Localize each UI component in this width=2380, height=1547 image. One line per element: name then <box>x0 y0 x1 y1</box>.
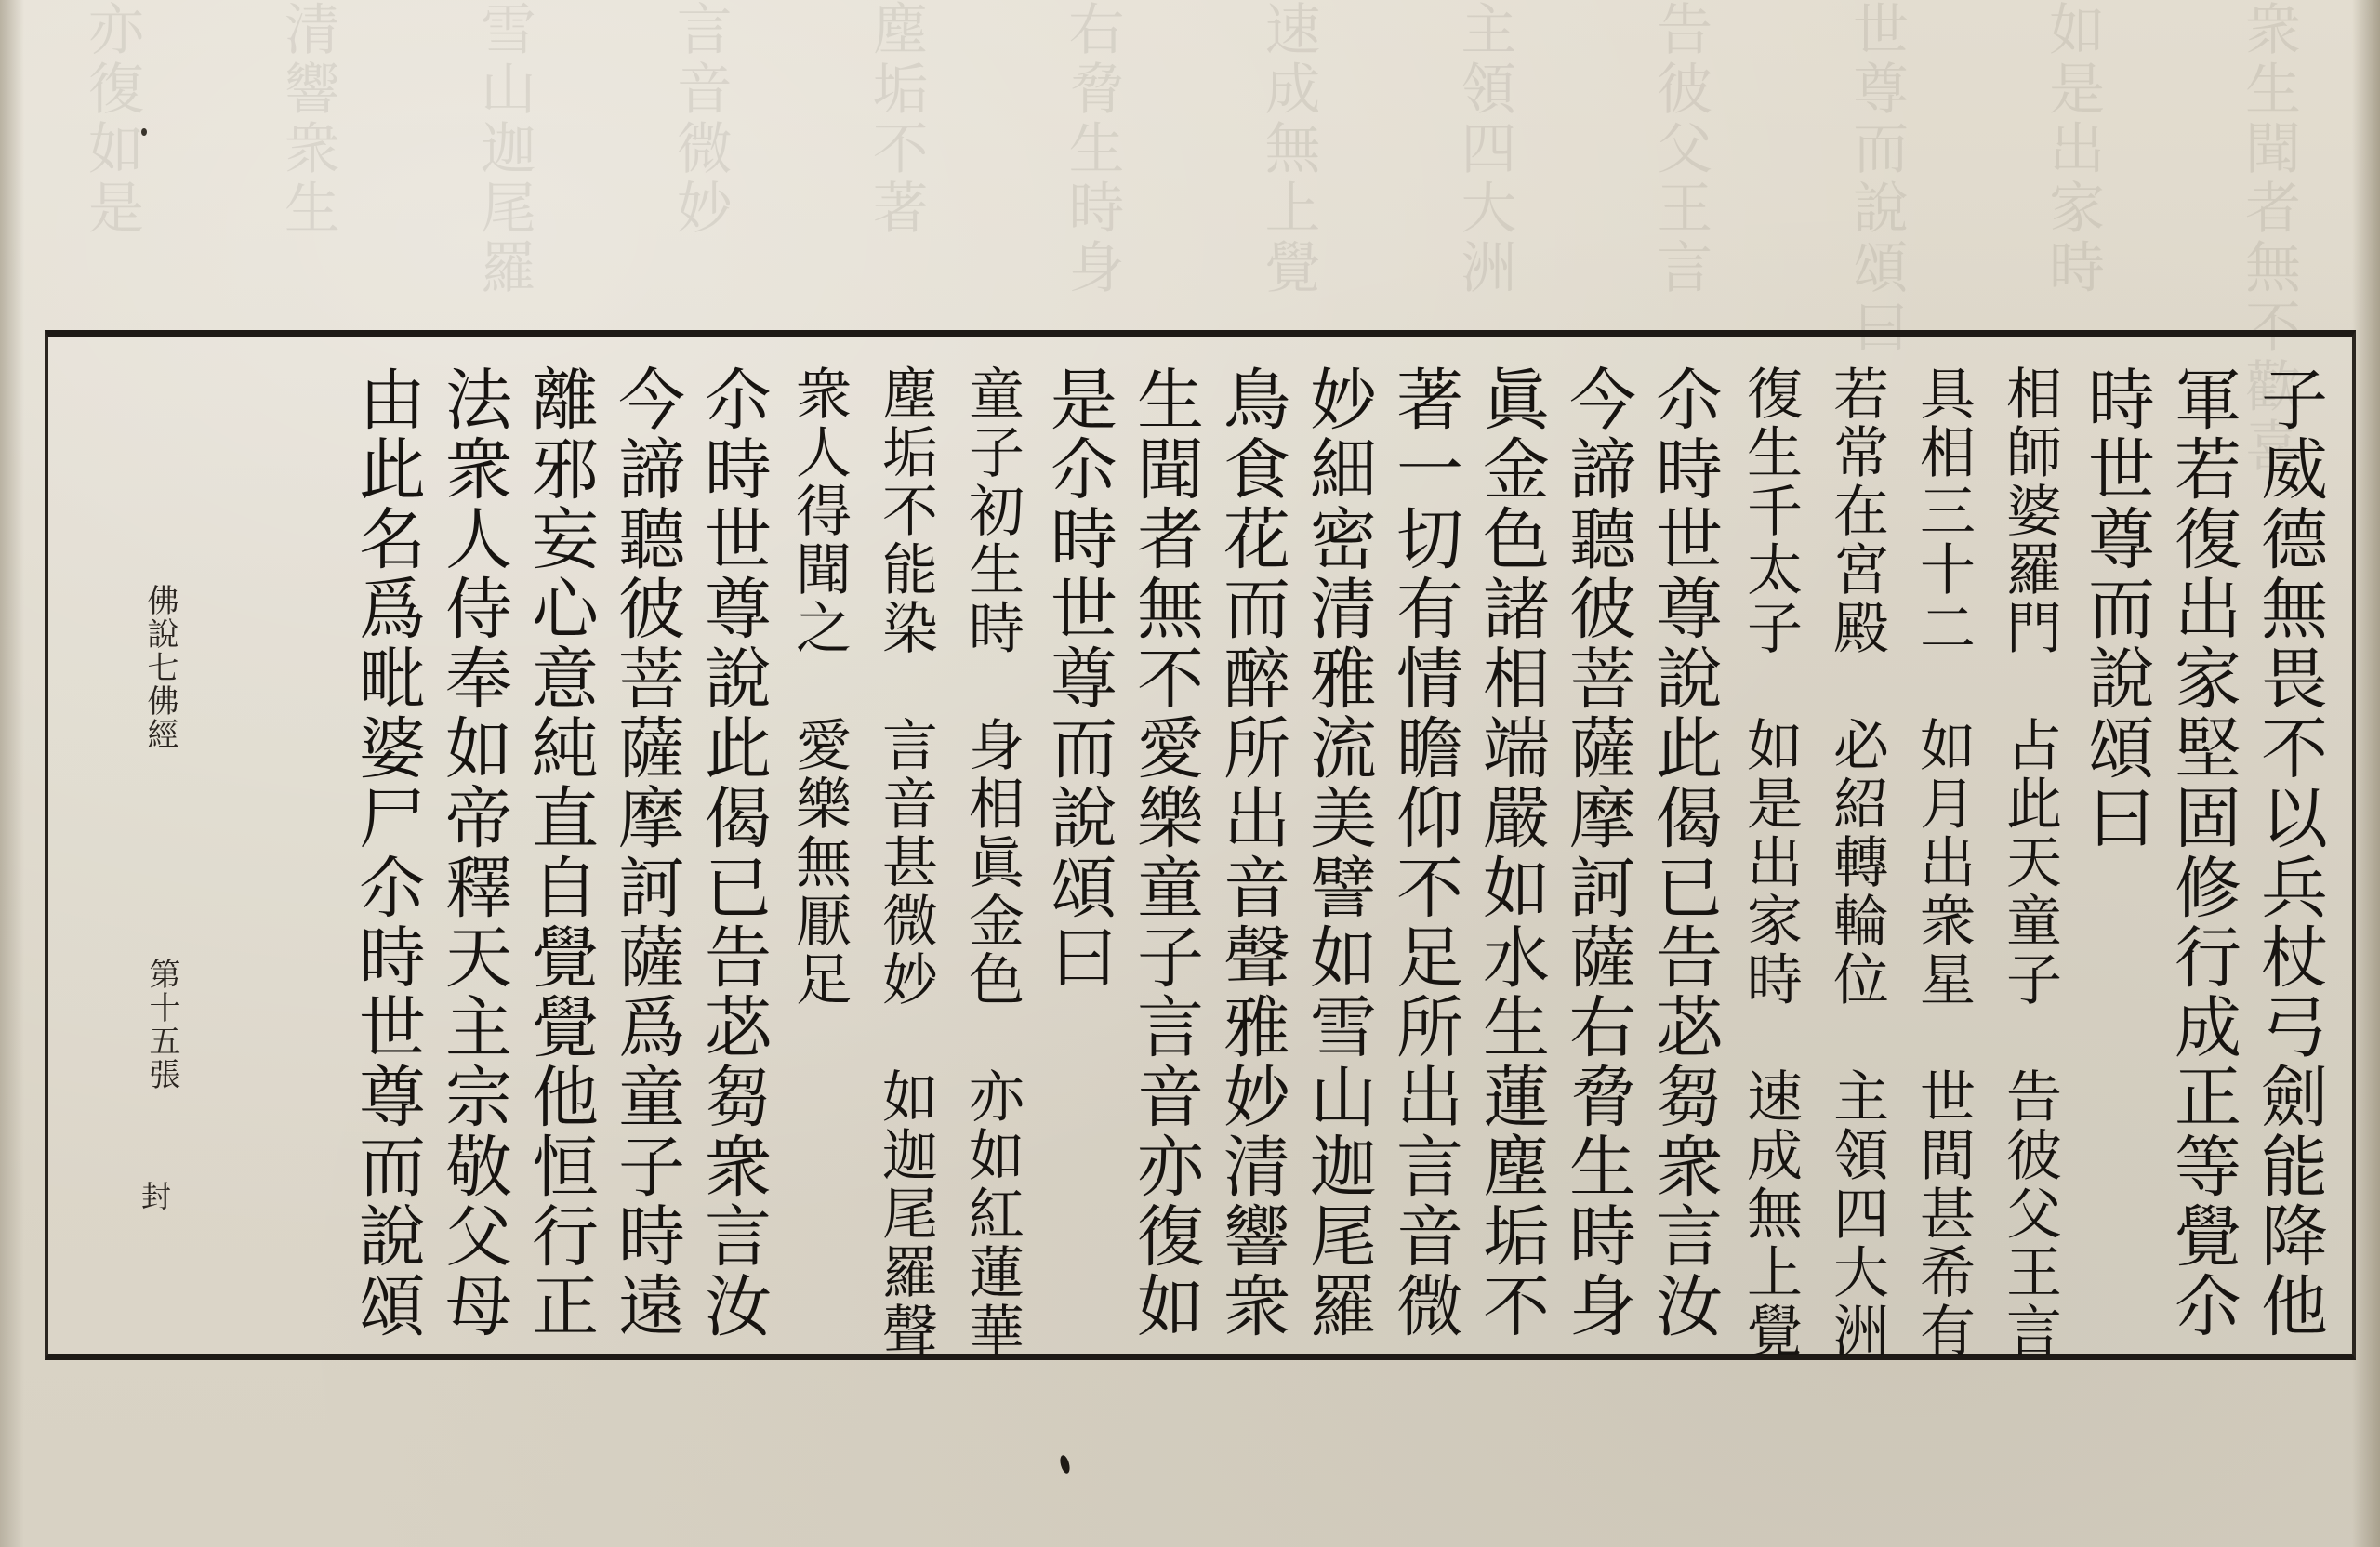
book-gutter-shadow <box>0 0 24 1547</box>
bleed-through-area <box>79 0 2301 476</box>
text-column: 是尒時世尊而說頌曰 <box>1039 364 1117 992</box>
verse-column: 相師婆羅門 占此天童子 告彼父王言 <box>1997 364 2062 1360</box>
bleed-through-column: 衆生聞者無不歡喜 <box>2235 0 2301 476</box>
margin-mark: 封 <box>141 1179 172 1214</box>
ink-speck <box>1059 1454 1072 1474</box>
text-column: 由此名爲毗婆尸尒時世尊而說頌 <box>348 364 426 1341</box>
text-column: 法衆人侍奉如帝釋天主宗敬父母 <box>434 364 512 1341</box>
text-column: 著一切有情瞻仰不足所出言音微 <box>1385 364 1463 1341</box>
text-column: 今諦聽彼菩薩摩訶薩爲童子時遠 <box>607 364 685 1341</box>
text-column: 妙細密清雅流美譬如雪山迦尾羅 <box>1299 364 1377 1341</box>
text-column: 鳥食花而醉所出音聲雅妙清響衆 <box>1212 364 1290 1341</box>
margin-book-title: 佛說七佛經 <box>141 584 178 751</box>
bleed-through-column: 世尊而說頌曰 <box>1844 0 1910 357</box>
bleed-through-column: 清響衆生 <box>274 0 340 238</box>
text-column: 尒時世尊說此偈已告苾芻衆言汝 <box>1645 364 1723 1341</box>
text-column: 眞金色諸相端嚴如水生蓮塵垢不 <box>1472 364 1550 1341</box>
text-column: 尒時世尊說此偈已告苾芻衆言汝 <box>694 364 772 1341</box>
verse-column: 復生千太子 如是出家時 速成無上覺 <box>1738 364 1803 1360</box>
printed-text-frame <box>45 330 2356 1360</box>
verse-column: 塵垢不能染 言音甚微妙 如迦尾羅聲 <box>873 364 938 1360</box>
page-edge-shadow <box>2352 0 2380 1547</box>
bleed-through-column: 雪山迦尾羅 <box>470 0 536 298</box>
text-column: 今諦聽彼菩薩摩訶薩右脅生時身 <box>1558 364 1636 1341</box>
text-column: 子威德無畏不以兵杖弓劍能降他 <box>2250 364 2328 1341</box>
text-column: 生聞者無不愛樂童子言音亦復如 <box>1126 364 1204 1341</box>
bleed-through-column: 亦復如是 <box>79 0 144 238</box>
bleed-through-column: 言音微妙 <box>667 0 733 238</box>
bleed-through-column: 塵垢不著 <box>863 0 929 238</box>
bleed-through-column: 速成無上覺 <box>1255 0 1321 298</box>
verse-column: 具相三十二 如月出衆星 世間甚希有 <box>1911 364 1976 1360</box>
text-column: 軍若復出家堅固修行成正等覺尒 <box>2163 364 2241 1341</box>
margin-page-number: 第十五張 <box>143 958 180 1091</box>
bleed-through-column: 主領四大洲 <box>1451 0 1517 298</box>
verse-column: 童子初生時 身相眞金色 亦如紅蓮華 <box>959 364 1025 1360</box>
text-column: 時世尊而說頌曰 <box>2077 364 2155 853</box>
verse-column: 衆人得聞之 愛樂無厭足 <box>787 364 852 1009</box>
scripture-text-block <box>343 364 2332 1360</box>
bleed-through-column: 告彼父王言 <box>1647 0 1713 298</box>
verse-column: 若常在宮殿 必紹轉輪位 主領四大洲 <box>1824 364 1889 1360</box>
text-column: 離邪妄心意純直自覺覺他恒行正 <box>521 364 599 1341</box>
bleed-through-column: 如是出家時 <box>2040 0 2106 298</box>
bleed-through-column: 右脅生時身 <box>1059 0 1125 298</box>
